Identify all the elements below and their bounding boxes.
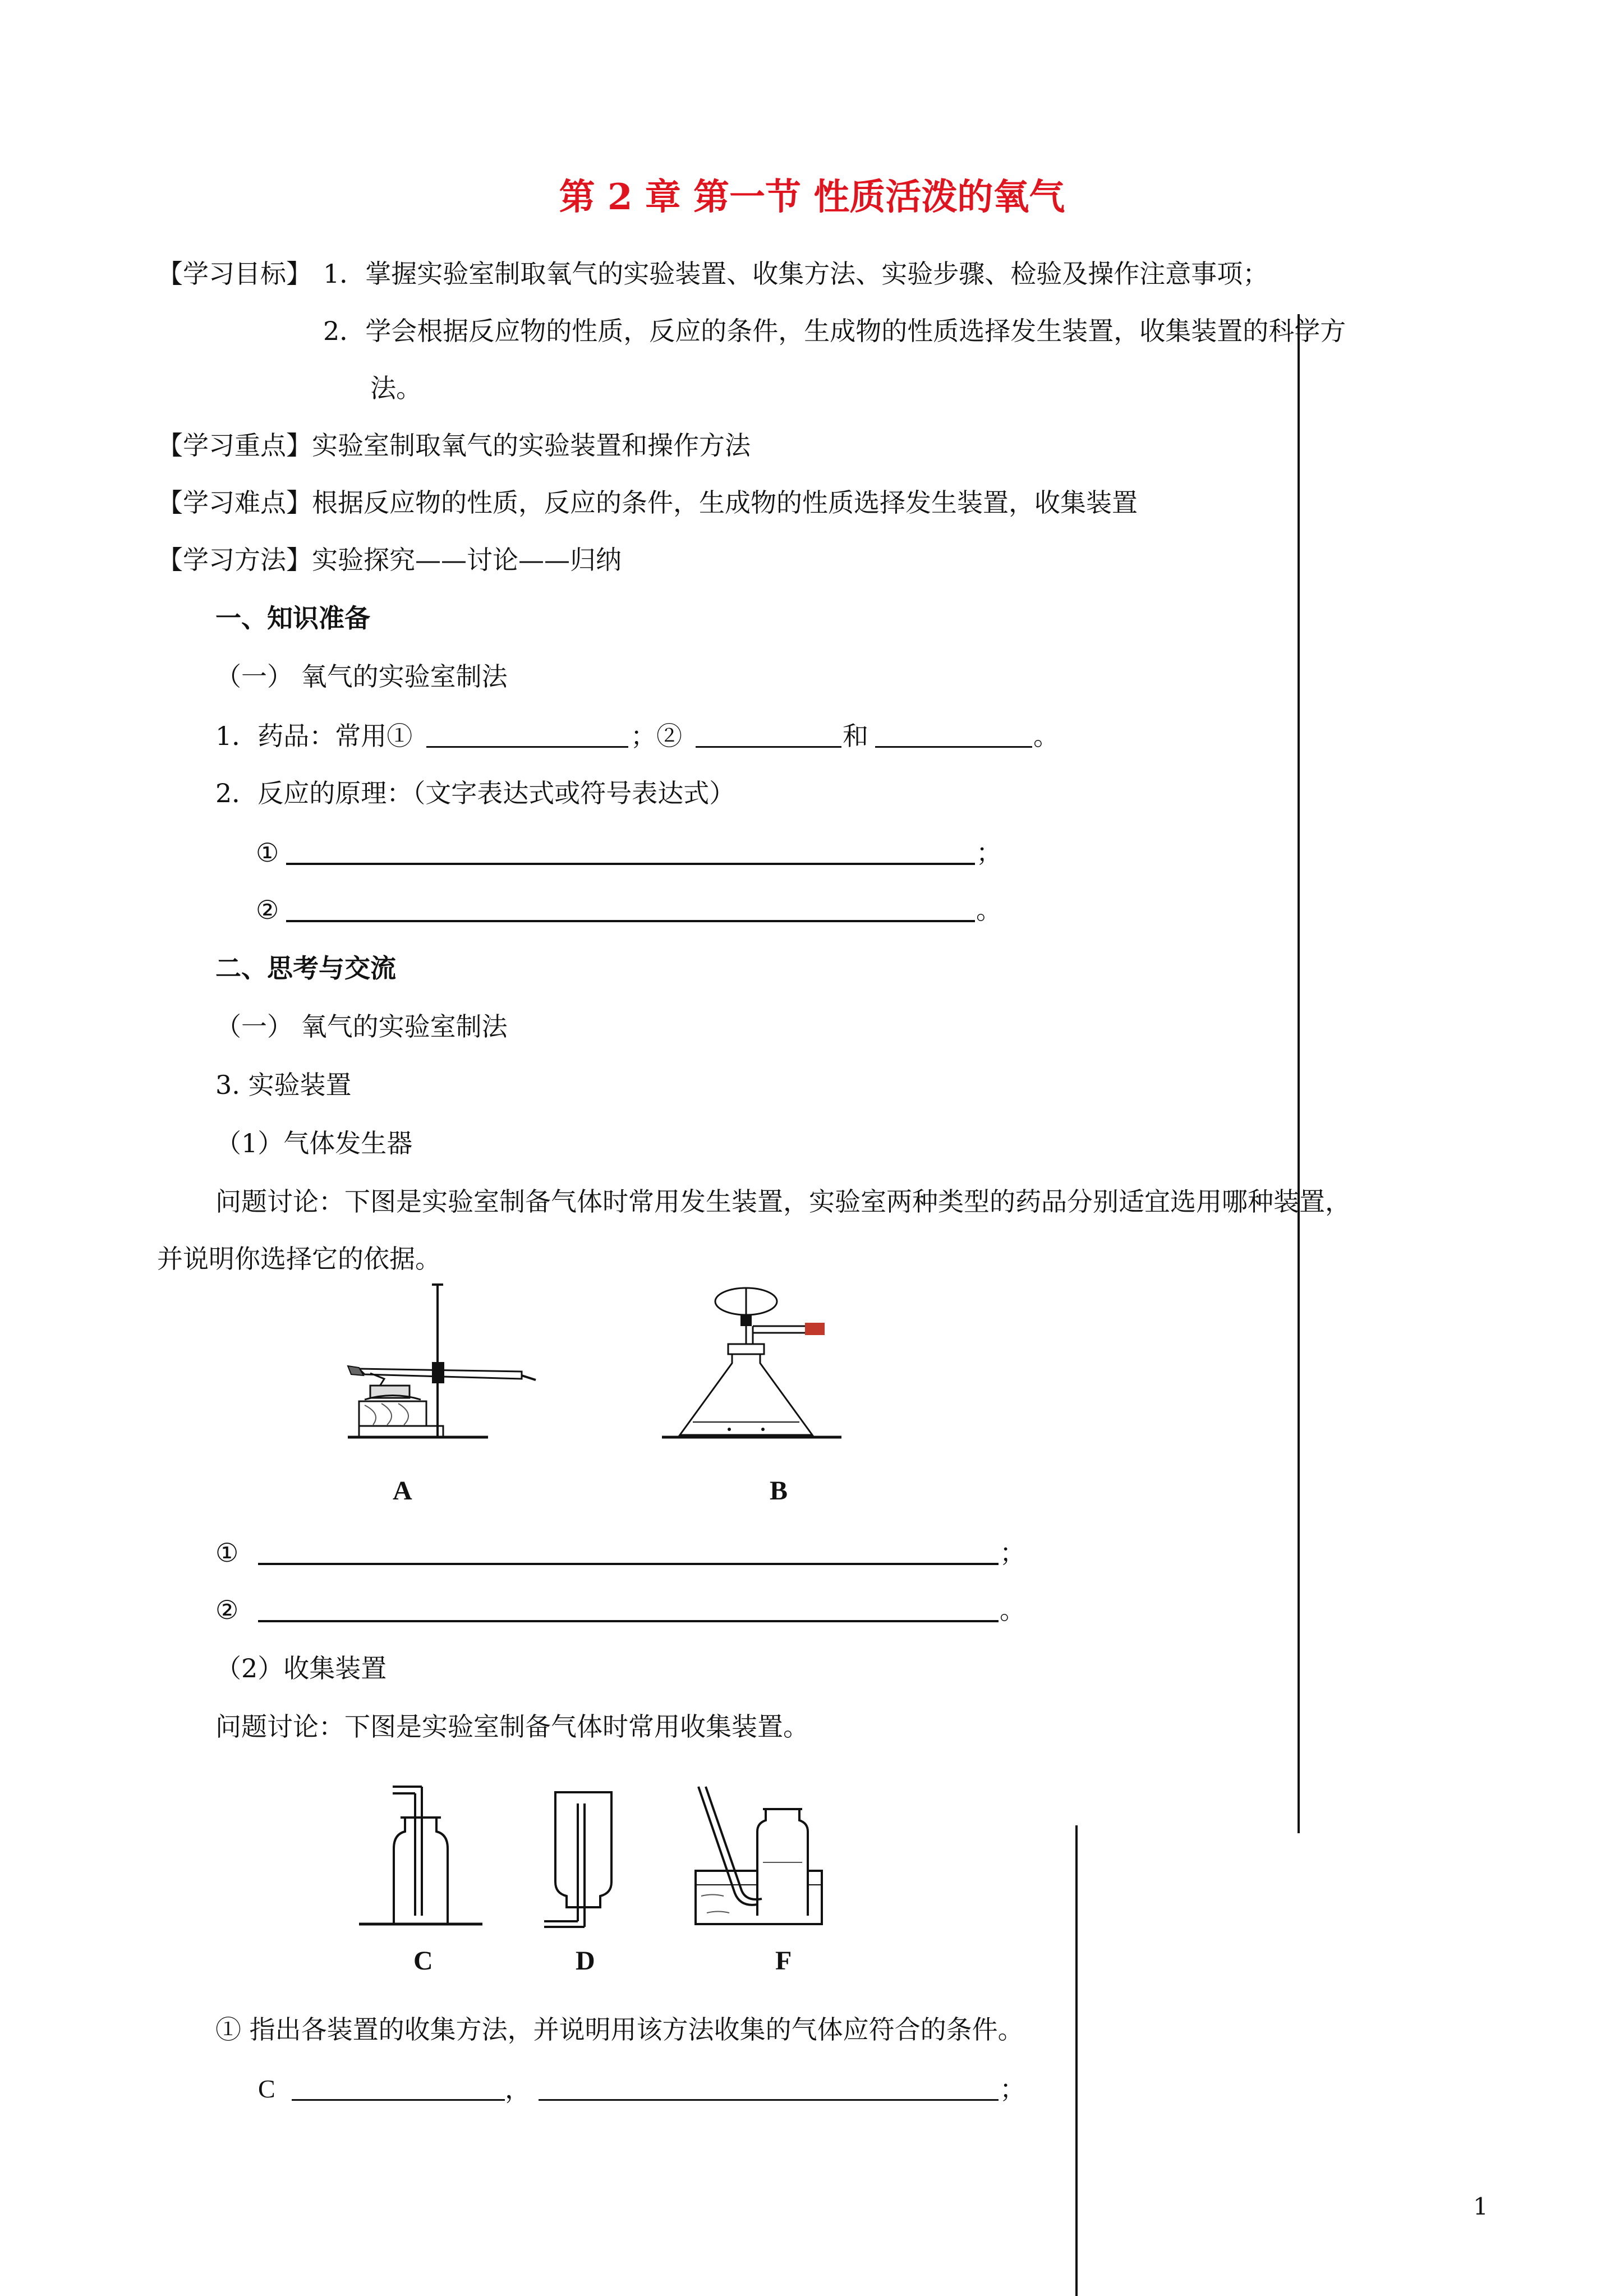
drugs-mid-2: 和 [843,721,868,751]
c-end: ； [1000,2074,1025,2104]
discussion-1b: 并说明你选择它的依据。 [157,1244,441,1274]
answer-1-end: ； [1000,1538,1025,1568]
principle-blank-2-end: 。 [976,895,1002,925]
objective-item-2: 2．学会根据反应物的性质，反应的条件，生成物的性质选择发生装置，收集装置的科学方 [323,316,1346,346]
heating-apparatus-figure [348,1285,539,1447]
answer-2-end: 。 [1000,1595,1025,1625]
drugs-blank-3[interactable] [875,746,1032,748]
discussion-1a: 问题讨论：下图是实验室制备气体时常用发生装置，实验室两种类型的药品分别适宜选用哪种装置， [215,1186,1351,1217]
drugs-blank-2[interactable] [696,746,841,748]
answer-blank-1[interactable] [258,1563,999,1565]
generator-heading: （1）气体发生器 [215,1128,413,1158]
discussion-2: 问题讨论：下图是实验室制备气体时常用收集装置。 [215,1711,809,1742]
page-number: 1 [1473,2193,1488,2220]
c-mid: ， [505,2074,531,2104]
principle-blank-1-mark: ① [256,838,279,868]
principle-blank-2[interactable] [286,920,975,922]
difficulty: 【学习难点】根据反应物的性质，反应的条件，生成物的性质选择发生装置，收集装置 [157,487,1138,518]
drugs-end: 。 [1033,721,1059,751]
c-condition-blank[interactable] [539,2099,999,2101]
answer-2-mark: ② [215,1595,239,1625]
section2-sub: （一） 氧气的实验室制法 [215,1011,508,1042]
drugs-prefix: 1．药品：常用① [215,721,413,751]
principle-blank-2-mark: ② [256,895,279,925]
answer-blank-2[interactable] [258,1620,999,1622]
page-title: 第 2 章 第一节 性质活泼的氧气 [559,176,1065,218]
key-point: 【学习重点】实验室制取氧气的实验装置和操作方法 [157,430,751,461]
principle-blank-1-end: ； [976,838,1002,868]
section1-heading: 一、知识准备 [215,603,370,633]
principle-line: 2．反应的原理：（文字表达式或符号表达式） [215,778,735,808]
objective-item-1: 1．掌握实验室制取氧气的实验装置、收集方法、实验步骤、检验及操作注意事项； [323,259,1269,289]
water-displacement-figure [690,1787,825,1927]
c-method-blank[interactable] [292,2099,505,2101]
collector-heading: （2）收集装置 [215,1653,387,1683]
principle-blank-1[interactable] [286,863,975,865]
section2-heading: 二、思考与交流 [215,953,396,983]
figure-d-label: D [576,1946,595,1976]
figure-c-label: C [413,1946,433,1976]
answer-1-mark: ① [215,1538,239,1568]
figure-b-label: B [770,1476,788,1506]
section1-sub: （一） 氧气的实验室制法 [215,661,508,692]
objectives-label: 【学习目标】 [157,259,312,289]
drugs-blank-1[interactable] [426,746,628,748]
figure-a-label: A [393,1476,412,1506]
flask-apparatus-figure [662,1285,841,1447]
drugs-mid-1: ；② [631,721,682,751]
scan-line-lower [1075,1825,1078,2296]
apparatus-heading: 3. 实验装置 [215,1070,352,1100]
question-1: ① 指出各装置的收集方法，并说明用该方法收集的气体应符合的条件。 [215,2014,1024,2045]
objective-item-2-cont: 法。 [370,373,422,403]
upward-air-collection-figure [359,1787,482,1927]
method: 【学习方法】实验探究——讨论——归纳 [157,545,622,575]
figure-f-label: F [775,1946,792,1976]
scan-line-right [1298,314,1300,1833]
c-label: C [258,2074,275,2103]
downward-air-collection-figure [544,1787,628,1927]
